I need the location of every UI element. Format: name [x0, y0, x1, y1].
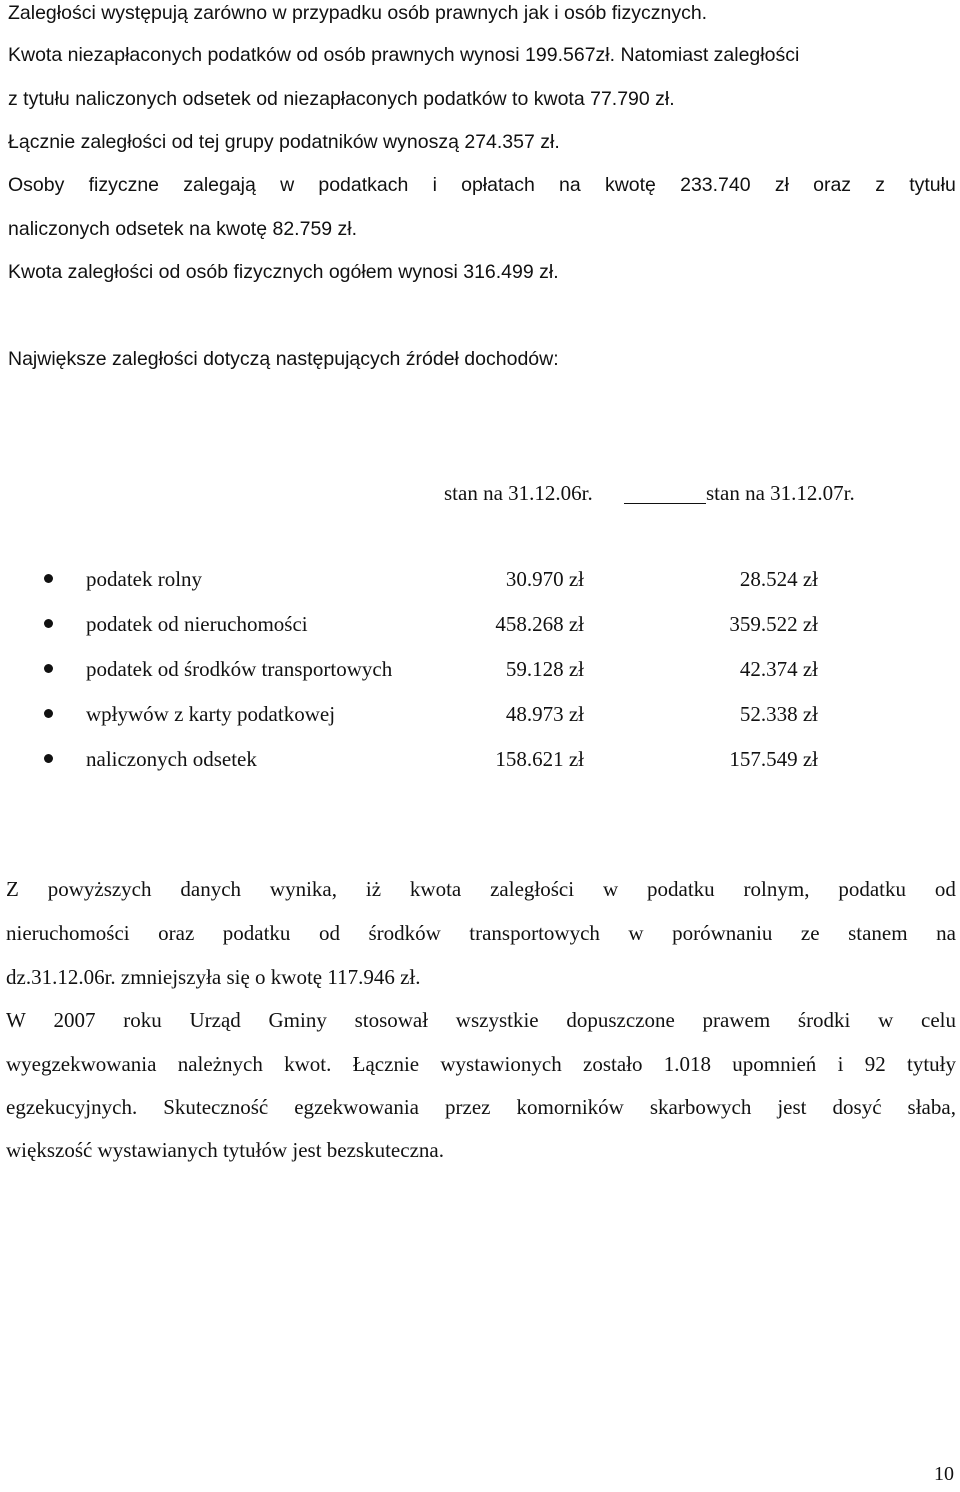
tax-source-label: podatek rolny [86, 567, 203, 591]
word: Łącznie [352, 1052, 420, 1076]
amount-2006: 48.973 zł [505, 702, 584, 726]
enforcement-line-2 [6, 1051, 956, 1077]
word: wystawionych [440, 1052, 562, 1076]
word: danych [180, 877, 242, 901]
word: opłatach [461, 174, 535, 196]
word: wszystkie [455, 1008, 539, 1032]
word: kwot. [284, 1052, 332, 1076]
word: z [875, 174, 885, 196]
word: komorników [516, 1095, 624, 1119]
word: podatku [222, 921, 291, 945]
word: w [628, 921, 644, 945]
word: prawem [702, 1008, 771, 1032]
amount-2007: 52.338 zł [739, 702, 818, 726]
enforcement-line-4: większość wystawianych tytułów jest bezskuteczna. [6, 1138, 444, 1162]
word: wyegzekwowania [6, 1052, 157, 1076]
bullet-icon [44, 574, 53, 583]
intro-line-7: Kwota zaległości od osób fizycznych ogółem wynosi 316.499 zł. [8, 261, 559, 283]
word: podatkach [318, 174, 409, 196]
word: na [936, 921, 956, 945]
amount-2006: 158.621 zł [495, 747, 584, 771]
amount-2007: 28.524 zł [739, 567, 818, 591]
word: roku [123, 1008, 162, 1032]
word: kwotę [604, 174, 656, 196]
word: podatku [647, 877, 715, 901]
word: kwota [409, 877, 462, 901]
word: środków [368, 921, 441, 945]
word: słaba, [907, 1095, 956, 1119]
bullet-icon [44, 754, 53, 763]
word: podatku [838, 877, 906, 901]
word: skarbowych [649, 1095, 752, 1119]
word: fizyczne [88, 174, 160, 196]
word: zł [774, 174, 789, 196]
word: od [318, 921, 340, 945]
conclusion-line-3: dz.31.12.06r. zmniejszyła się o kwotę 117.946 zł. [6, 965, 421, 989]
word: rolnym, [743, 877, 810, 901]
word: egzekucyjnych. [6, 1095, 138, 1119]
word: zostało [583, 1052, 643, 1076]
word: dosyć [832, 1095, 882, 1119]
tax-source-label: podatek od środków transportowych [86, 657, 393, 681]
word: oraz [813, 174, 852, 196]
word: stosował [354, 1008, 429, 1032]
word: przez [445, 1095, 491, 1119]
word: 1.018 [663, 1052, 712, 1076]
page-number: 10 [934, 1463, 954, 1485]
word: 92 [864, 1052, 886, 1076]
column-header-2006: stan na 31.12.06r. [444, 481, 593, 505]
word: upomnień [732, 1052, 817, 1076]
word: iż [365, 877, 382, 901]
word: w [280, 174, 295, 196]
word: zalegają [183, 174, 256, 196]
word: W [6, 1008, 26, 1032]
word: stanem [848, 921, 908, 945]
intro-line-4: Łącznie zaległości od tej grupy podatników wynoszą 274.357 zł. [8, 131, 560, 153]
word: nieruchomości [6, 921, 130, 945]
word: tytuły [906, 1052, 956, 1076]
word: Z [6, 877, 19, 901]
bullet-icon [44, 664, 53, 673]
word: od [934, 877, 956, 901]
bullet-icon [44, 709, 53, 718]
word: Urząd [189, 1008, 241, 1032]
bullet-icon [44, 619, 53, 628]
word: egzekwowania [294, 1095, 419, 1119]
word: na [559, 174, 581, 196]
word: i [837, 1052, 844, 1076]
header-underline [624, 503, 706, 504]
intro-line-5 [8, 172, 956, 198]
column-header-2007: stan na 31.12.07r. [706, 481, 855, 505]
word: należnych [177, 1052, 263, 1076]
enforcement-line-1 [6, 1007, 956, 1033]
word: w [602, 877, 619, 901]
intro-line-2: Kwota niezapłaconych podatków od osób prawnych wynosi 199.567zł. Natomiast zaległości [8, 44, 800, 66]
word: w [878, 1008, 894, 1032]
conclusion-line-2 [6, 920, 956, 946]
word: i [432, 174, 437, 196]
tax-source-label: wpływów z karty podatkowej [86, 702, 336, 726]
intro-line-6: naliczonych odsetek na kwotę 82.759 zł. [8, 218, 358, 240]
amount-2006: 59.128 zł [505, 657, 584, 681]
word: porównaniu [672, 921, 773, 945]
word: powyższych [47, 877, 152, 901]
word: środki [797, 1008, 851, 1032]
tax-source-label: podatek od nieruchomości [86, 612, 308, 636]
word: tytułu [909, 174, 956, 196]
word: wynika, [269, 877, 337, 901]
tax-source-label: naliczonych odsetek [86, 747, 257, 771]
word: ze [800, 921, 820, 945]
intro-line-1: Zaległości występują zarówno w przypadku osób prawnych jak i osób fizycznych. [8, 2, 708, 24]
word: 233.740 [680, 174, 751, 196]
word: celu [921, 1008, 956, 1032]
amount-2006: 458.268 zł [495, 612, 584, 636]
word: dopuszczone [566, 1008, 675, 1032]
word: jest [777, 1095, 807, 1119]
word: transportowych [469, 921, 600, 945]
word: zaległości [490, 877, 575, 901]
intro-line-3: z tytułu naliczonych odsetek od niezapłaconych podatków to kwota 77.790 zł. [8, 88, 675, 110]
enforcement-line-3 [6, 1094, 956, 1120]
word: Osoby [8, 174, 65, 196]
word: Skuteczność [163, 1095, 269, 1119]
word: oraz [158, 921, 195, 945]
amount-2007: 157.549 zł [729, 747, 818, 771]
word: Gminy [268, 1008, 327, 1032]
amount-2007: 42.374 zł [739, 657, 818, 681]
amount-2007: 359.522 zł [729, 612, 818, 636]
conclusion-line-1 [6, 876, 956, 902]
word: 2007 [53, 1008, 96, 1032]
amount-2006: 30.970 zł [505, 567, 584, 591]
sources-heading: Największe zaległości dotyczą następujących źródeł dochodów: [8, 348, 559, 370]
